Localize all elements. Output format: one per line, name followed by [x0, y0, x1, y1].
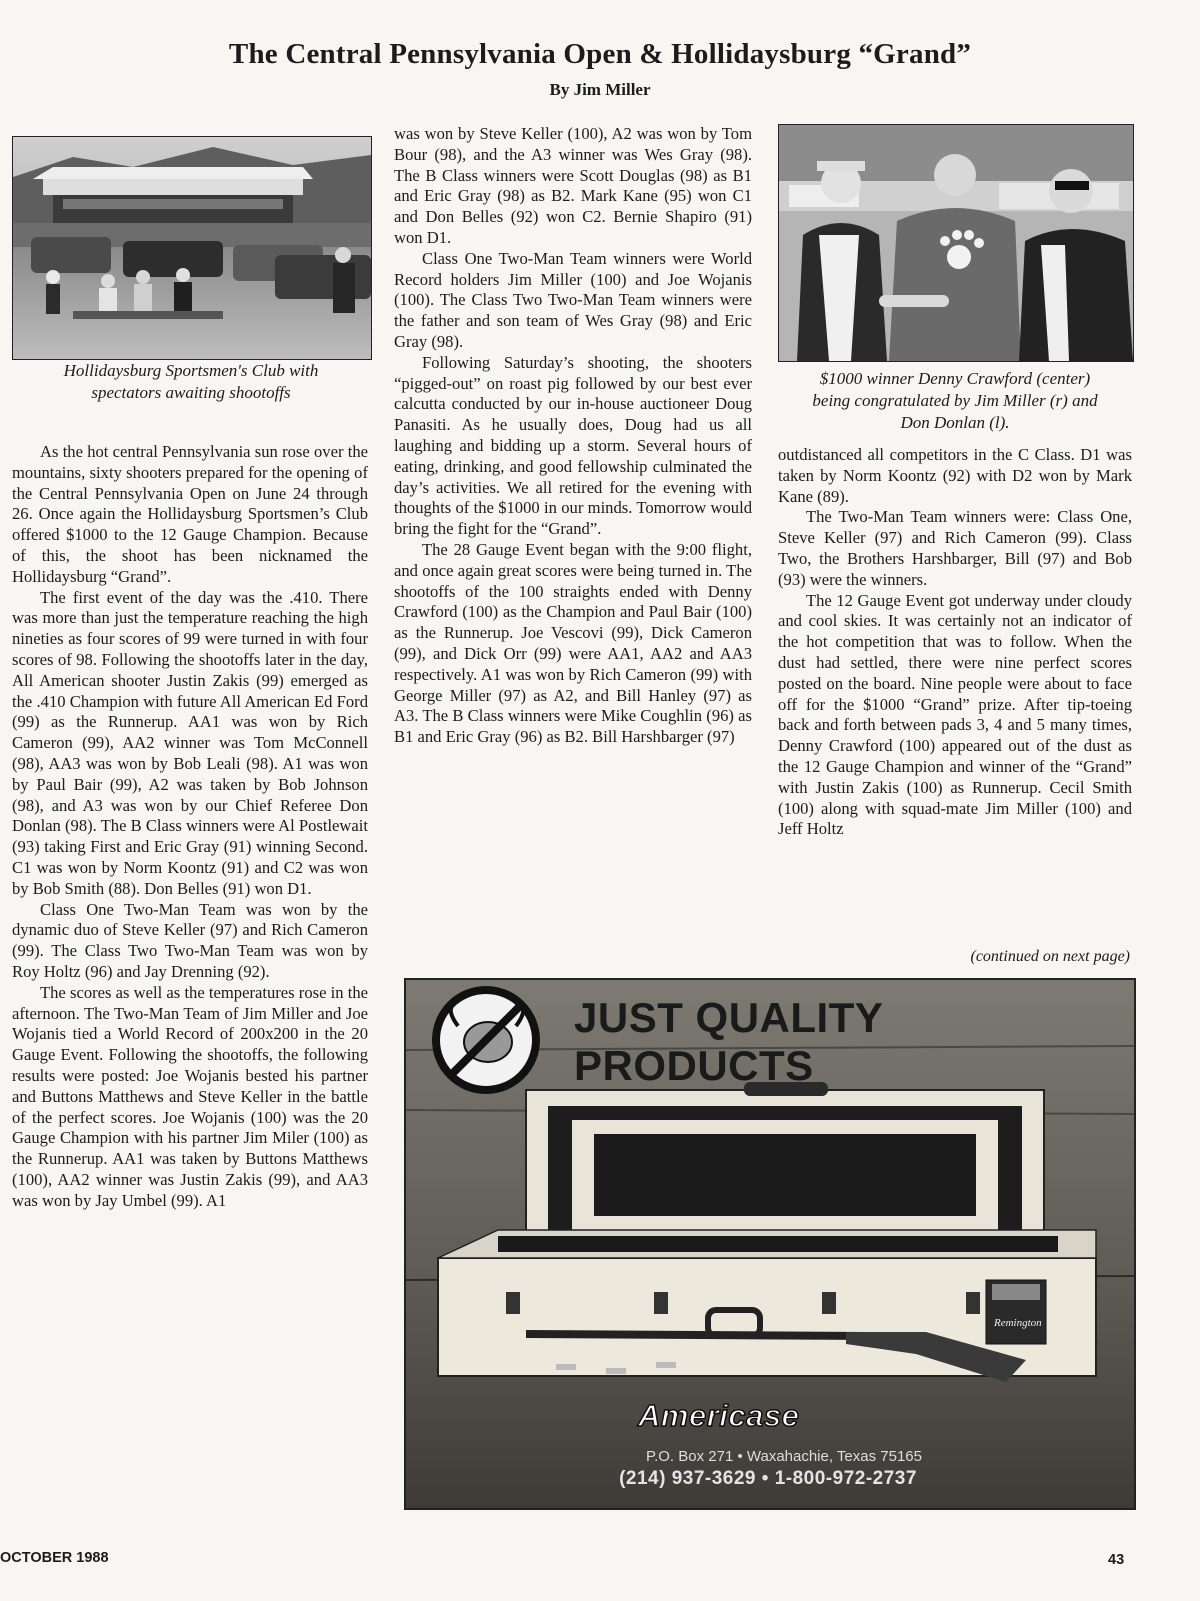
paragraph: Following Saturday’s shooting, the shooters “pigged-out” on roast pig followed by our best ever calcutta conducted by our in-house auctioneer Doug Panasiti. As he usually does, Doug had us all laughing and bidding up a storm. Several hours of eating, drinking, and good fellowship culminated the day’s activities. We all retired for the evening with thoughts of the $1000 in our minds. Tomorrow would bring the fight for the “Grand”. [394, 352, 752, 539]
ammo-box-label: Remington [994, 1317, 1042, 1329]
article-column-1 [12, 442, 368, 1211]
caption-line: Hollidaysburg Sportsmen's Club with [63, 361, 319, 380]
no-bull-icon [436, 990, 536, 1090]
caption-line: Don Donlan (l). [900, 413, 1010, 432]
winners-photo [778, 124, 1134, 362]
paragraph: The 28 Gauge Event began with the 9:00 flight, and once again great scores were being turned in. The shootoffs of the 100 straights ended with Denny Crawford (100) as the Champion and Paul Bair (100) as the Runnerup. Joe Vescovi (99), Dick Cameron (99), and Dick Orr (99) were AA1, AA2 and AA3 respectively. A1 was won by Rich Cameron (99) with George Miller (97) as A2, and Bill Hanley (97) as A3. The B Class winners were Mike Coughlin (96) as B1 and Eric Gray (96) as B2. Bill Harshbarger (97) [394, 539, 752, 747]
ad-address: P.O. Box 271 • Waxahachie, Texas 75165 [646, 1448, 922, 1465]
paragraph: Class One Two-Man Team was won by the dynamic duo of Steve Keller (97) and Rich Cameron (99). The Class Two Two-Man Team was won by Roy Holtz (96) and Jay Drenning (92). [12, 899, 368, 981]
paragraph: outdistanced all competitors in the C Class. D1 was taken by Norm Koontz (92) with D2 won by Mark Kane (89). [778, 445, 1132, 506]
continued-note: (continued on next page) [970, 948, 1130, 965]
article-column-2 [394, 124, 752, 748]
paragraph: As the hot central Pennsylvania sun rose over the mountains, sixty shooters prepared for the opening of the Central Pennsylvania Open on June 24 through 26. Once again the Hollidaysburg Sportsmen’s Club offered $1000 to the 12 Gauge Champion. Because of this, the shoot has been nicknamed the Hollidaysburg “Grand”. [12, 442, 368, 586]
caption-line: $1000 winner Denny Crawford (center) [819, 369, 1091, 388]
paragraph: The 12 Gauge Event got underway under cloudy and cool skies. It was certainly not an indicator of the hot competition that was to follow. When the dust had settled, there were nine perfect scores posted on the board. Nine people were about to face off for the $1000 “Grand” prize. After tip-toeing back and forth between pads 3, 4 and 5 many times, Denny Crawford (100) appeared out of the dust as the 12 Gauge Champion and winner of the “Grand” with Justin Zakis (100) as Runnerup. Cecil Smith (100) along with squad-mate Jim Miller (100) and Jeff Holtz [778, 590, 1132, 839]
clubhouse-photo [12, 136, 372, 360]
winners-photo-image [779, 125, 1133, 361]
ad-phone-numbers: (214) 937-3629 • 1-800-972-2737 [619, 1468, 917, 1489]
paragraph: was won by Steve Keller (100), A2 was won by Tom Bour (98), and the A3 winner was Wes Gray (98). The B Class winners were Scott Douglas (98) as B1 and Eric Gray (98) as B2. Mark Kane (95) won C1 and Don Belles (92) won C2. Bernie Shapiro (91) won D1. [394, 124, 752, 247]
clubhouse-photo-image [13, 137, 371, 359]
paragraph: Class One Two-Man Team winners were World Record holders Jim Miller (100) and Joe Wojanis (100). The Class Two Two-Man Team winners were the father and son team of Wes Gray (98) and Eric Gray (98). [394, 248, 752, 351]
paragraph: The Two-Man Team winners were: Class One, Steve Keller (97) and Rich Cameron (99). Class Two, the Brothers Harshbarger, Bill (97) and Bob (93) were the winners. [778, 507, 1132, 589]
caption-line: spectators awaiting shootoffs [91, 383, 291, 402]
issue-date: OCTOBER 1988 [0, 1550, 109, 1566]
ad-headline: JUST QUALITY PRODUCTS [574, 994, 883, 1089]
americase-advertisement [404, 978, 1136, 1510]
winners-caption [778, 368, 1132, 434]
caption-line: being congratulated by Jim Miller (r) and [812, 391, 1098, 410]
clubhouse-caption [12, 360, 370, 404]
article-column-3 [778, 445, 1132, 840]
ad-brand-logo: Americase [638, 1398, 800, 1433]
page-number: 43 [1108, 1552, 1125, 1568]
article-byline: By Jim Miller [549, 80, 651, 99]
article-title: The Central Pennsylvania Open & Hollidaysburg “Grand” [228, 38, 972, 70]
paragraph: The first event of the day was the .410. There was more than just the temperature reaching the high nineties as four scores of 99 were turned in with four scores of 98. Following the shootoffs later in the day, All American shooter Justin Zakis (99) emerged as the .410 Champion with future All American Ed Ford (99) as the Runnerup. AA1 was won by Rich Cameron (99), AA2 winner was Tom McConnell (98), AA3 was won by Bob Leali (98). A1 was won by Paul Bair (99), A2 was taken by Bob Johnson (98), and A3 was won by our Chief Referee Don Donlan (98). The B Class winners were Al Postlewait (93) taking First and Eric Gray (91) winning Second. C1 was won by Norm Koontz (91) and C2 was won by Bob Smith (88). Don Belles (91) won D1. [12, 587, 368, 898]
paragraph: The scores as well as the temperatures rose in the afternoon. The Two-Man Team of Jim Miller and Joe Wojanis tied a World Record of 200x200 in the 20 Gauge Event. Following the shootoffs, the following results were posted: Joe Wojanis bested his partner and Buttons Matthews and Steve Keller in the battle of the perfect scores. Joe Wojanis (100) was the 20 Gauge Champion with his partner Jim Miler (100) as the Runnerup. AA1 was taken by Buttons Matthews (100), AA2 winner was Justin Zakis (99), and AA3 was won by Jay Umbel (99). A1 [12, 982, 368, 1210]
